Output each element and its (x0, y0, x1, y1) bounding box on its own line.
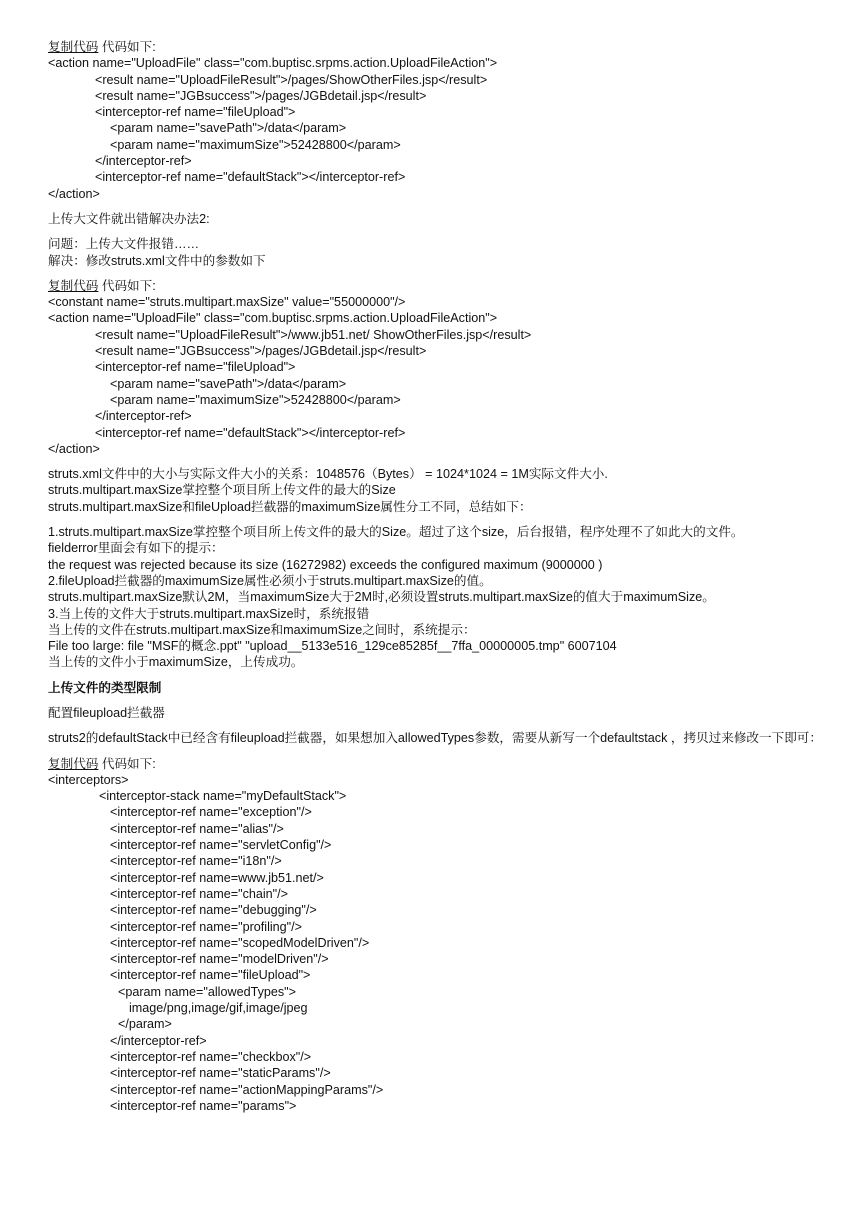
code-line: <result name="JGBsuccess">/pages/JGBdetail.jsp</result> (95, 88, 427, 103)
copy-code-link[interactable]: 复制代码 (48, 278, 99, 293)
code-header-label: 代码如下: (98, 40, 156, 54)
code-line: </interceptor-ref> (95, 154, 192, 169)
copy-code-link[interactable]: 复制代码 (48, 40, 99, 54)
summary-text: 当上传的文件在struts.multipart.maxSize和maximumSize之间时，系统提示： (48, 622, 476, 637)
code-line: <interceptor-ref name="fileUpload"> (110, 968, 311, 983)
code-line: <constant name="struts.multipart.maxSize" value="55000000"/> (48, 295, 406, 310)
code-line: <interceptor-ref name="params"> (110, 1098, 297, 1113)
code-line: <interceptor-ref name="servletConfig"/> (110, 838, 332, 853)
code-line: <interceptor-ref name="alias"/> (110, 821, 284, 836)
article-body (48, 39, 828, 1114)
summary-text: 2.fileUpload拦截器的maximumSize属性必须小于struts.multipart.maxSize的值。 (48, 573, 492, 588)
code-line: <action name="UploadFile" class="com.buptisc.srpms.action.UploadFileAction"> (48, 56, 498, 71)
relation-text: struts.multipart.maxSize和fileUpload拦截器的maximumSize属性分工不同，总结如下： (48, 499, 532, 514)
code-line: <param name="savePath">/data</param> (110, 376, 347, 391)
code-line: <interceptor-ref name="staticParams"/> (110, 1066, 331, 1081)
config-text: 配置fileupload拦截器 (48, 705, 165, 720)
code-line: </interceptor-ref> (95, 409, 192, 424)
code-header (48, 278, 828, 294)
summary-text: 3.当上传的文件大于struts.multipart.maxSize时，系统报错 (48, 606, 370, 621)
code-line: <interceptor-ref name="chain"/> (110, 886, 289, 901)
code-line: <interceptor-ref name="fileUpload"> (95, 105, 296, 120)
code-line: <interceptor-ref name="profiling"/> (110, 919, 302, 934)
code-line: <result name="UploadFileResult">/pages/ShowOtherFiles.jsp</result> (95, 72, 488, 87)
summary-text: fielderror里面会有如下的提示： (48, 541, 224, 556)
section-heading: 上传大文件就出错解决办法2: (48, 211, 210, 226)
code-line: <interceptor-ref name="defaultStack"></interceptor-ref> (95, 170, 406, 185)
code-line: <interceptor-ref name="defaultStack"></interceptor-ref> (95, 425, 406, 440)
section-heading: 上传文件的类型限制 (48, 680, 162, 695)
code-line: <result name="UploadFileResult">/www.jb51.net/ ShowOtherFiles.jsp</result> (95, 327, 532, 342)
code-line: <param name="maximumSize">52428800</param> (110, 137, 401, 152)
summary-text: 1.struts.multipart.maxSize掌控整个项目所上传文件的最大的Size。超过了这个size，后台报错，程序处理不了如此大的文件。 (48, 525, 744, 540)
summary-text: struts.multipart.maxSize默认2M，当maximumSize大于2M时,必须设置struts.multipart.maxSize的值大于maximumSize。 (48, 590, 715, 605)
code-line: image/png,image/gif,image/jpeg (129, 1001, 308, 1016)
code-line: <interceptor-ref name="debugging"/> (110, 903, 317, 918)
code-line: <action name="UploadFile" class="com.buptisc.srpms.action.UploadFileAction"> (48, 311, 498, 326)
code-line: <interceptor-ref name="scopedModelDriven"/> (110, 935, 370, 950)
code-line: <interceptor-ref name="checkbox"/> (110, 1049, 312, 1064)
code-line: </action> (48, 186, 100, 201)
code-line: <interceptor-ref name="actionMappingParams"/> (110, 1082, 384, 1097)
code-line: </action> (48, 441, 100, 456)
code-header-label: 代码如下: (98, 756, 156, 771)
code-line: <param name="savePath">/data</param> (110, 121, 347, 136)
problem-text: 问题：上传大文件报错…… (48, 237, 200, 252)
code-header-label: 代码如下: (98, 278, 156, 293)
summary-text: File too large: file "MSF的概念.ppt" "upload__5133e516_129ce85285f__7ffa_00000005.tmp" 6007104 (48, 639, 617, 654)
code-line: </param> (118, 1017, 172, 1032)
code-line: </interceptor-ref> (110, 1033, 207, 1048)
code-header (48, 756, 828, 772)
summary-text: the request was rejected because its size (16272982) exceeds the configured maximum (9000000 ) (48, 557, 603, 572)
solution-text: 解决：修改struts.xml文件中的参数如下 (48, 253, 266, 268)
code-line: <interceptor-stack name="myDefaultStack"> (99, 789, 347, 804)
code-line: <param name="allowedTypes"> (118, 984, 297, 999)
summary-text: 当上传的文件小于maximumSize，上传成功。 (48, 655, 304, 670)
copy-code-link[interactable]: 复制代码 (48, 756, 99, 771)
code-line: <interceptor-ref name=www.jb51.net/> (110, 870, 324, 885)
code-line: <interceptor-ref name="i18n"/> (110, 854, 282, 869)
relation-text: struts.multipart.maxSize掌控整个项目所上传文件的最大的Size (48, 483, 396, 498)
code-line: <interceptor-ref name="fileUpload"> (95, 360, 296, 375)
code-line: <param name="maximumSize">52428800</param> (110, 392, 401, 407)
description-text: struts2的defaultStack中已经含有fileupload拦截器，如果想加入allowedTypes参数，需要从新写一个defaultstack ，拷贝过来修改一下即可： (48, 731, 822, 746)
code-line: <interceptor-ref name="modelDriven"/> (110, 952, 329, 967)
relation-text: struts.xml文件中的大小与实际文件大小的关系：1048576（Bytes） = 1024*1024 = 1M实际文件大小. (48, 467, 608, 482)
code-line: <result name="JGBsuccess">/pages/JGBdetail.jsp</result> (95, 344, 427, 359)
code-header (48, 39, 828, 55)
code-line: <interceptors> (48, 772, 129, 787)
code-line: <interceptor-ref name="exception"/> (110, 805, 312, 820)
